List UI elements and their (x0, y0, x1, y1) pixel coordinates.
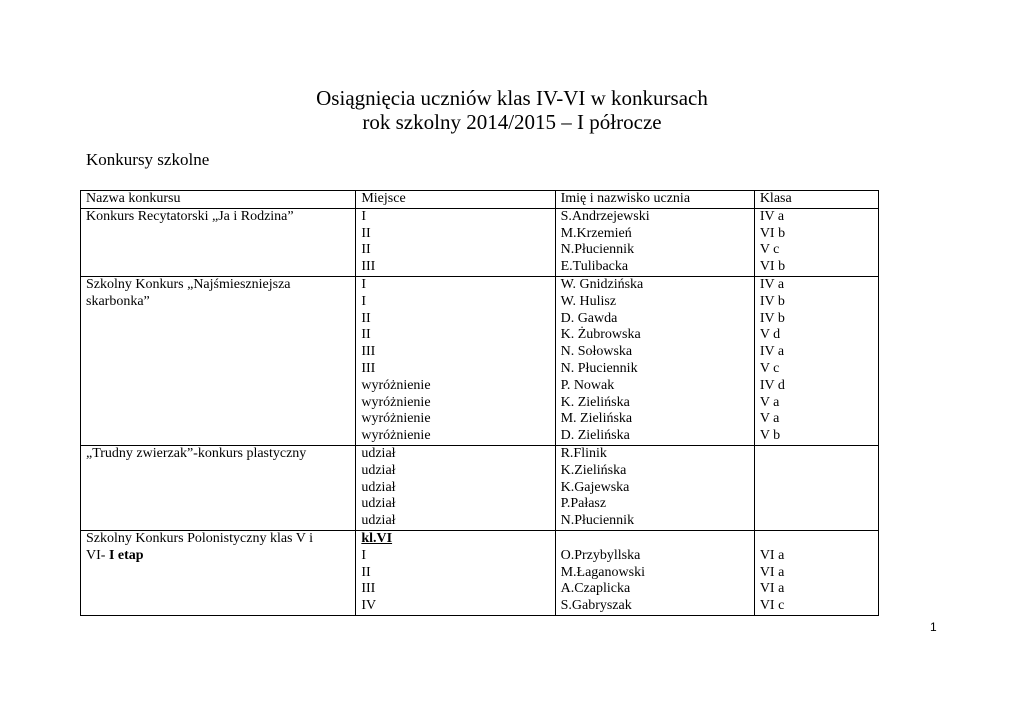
table-row (81, 208, 879, 276)
table-header-row (81, 191, 879, 209)
place-value: II (361, 327, 371, 343)
header-place: Miejsce (356, 191, 555, 209)
class-cell (754, 530, 878, 615)
place-value: IV (361, 598, 377, 614)
place-cell (356, 530, 555, 615)
student-name: K. Zielińska (560, 394, 630, 410)
class-value: V b (759, 428, 781, 444)
student-name: E.Tulibacka (560, 259, 629, 275)
class-value: V a (759, 394, 780, 410)
contest-name-cell (81, 445, 356, 530)
table-row (81, 276, 879, 445)
student-cell (555, 276, 754, 445)
page-title (0, 86, 1024, 134)
class-value: V a (759, 411, 780, 427)
student-name: D. Zielińska (560, 428, 630, 444)
place-value: udział (361, 479, 396, 495)
place-value: udział (361, 445, 396, 461)
place-value: II (361, 310, 371, 326)
contest-name-continued: skarbonka” (86, 293, 150, 309)
class-value: VI a (759, 547, 785, 563)
student-name: P. Nowak (560, 377, 615, 393)
page-number: 1 (930, 620, 937, 634)
contest-name: Szkolny Konkurs Polonistyczny klas V i (86, 530, 313, 546)
student-name: K. Żubrowska (560, 327, 641, 343)
contest-name: „Trudny zwierzak”-konkurs plastyczny (86, 445, 307, 461)
class-value: IV a (759, 344, 785, 360)
student-name: A.Czaplicka (560, 581, 631, 597)
contest-stage: I etap (108, 547, 144, 563)
class-value: V c (759, 242, 780, 258)
class-value: V c (759, 360, 780, 376)
title-line-1: Osiągnięcia uczniów klas IV-VI w konkursach (316, 86, 708, 110)
class-value: IV b (759, 310, 785, 326)
place-value: I (361, 293, 367, 309)
place-value: I (361, 276, 367, 292)
place-value: udział (361, 496, 396, 512)
place-cell (356, 445, 555, 530)
place-value: I (361, 547, 367, 563)
section-heading: Konkursy szkolne (86, 150, 210, 169)
title-line-2: rok szkolny 2014/2015 – I półrocze (362, 110, 662, 134)
student-name: K.Zielińska (560, 462, 627, 478)
place-value: III (361, 259, 376, 275)
header-student-name: Imię i nazwisko ucznia (555, 191, 754, 209)
student-name: S.Gabryszak (560, 598, 632, 614)
table-row (81, 445, 879, 530)
class-group-label: kl.VI (361, 530, 393, 546)
student-name: K.Gajewska (560, 479, 630, 495)
place-value: wyróżnienie (361, 377, 431, 393)
contest-name-prefix: VI- (86, 547, 109, 563)
class-value: IV a (759, 208, 785, 224)
place-value: II (361, 564, 371, 580)
class-value: VI c (759, 598, 785, 614)
student-name: D. Gawda (560, 310, 618, 326)
contests-table (80, 190, 879, 616)
place-value: III (361, 344, 376, 360)
student-name: S.Andrzejewski (560, 208, 650, 224)
place-value: wyróżnienie (361, 394, 431, 410)
class-value: VI a (759, 581, 785, 597)
student-name: P.Pałasz (560, 496, 607, 512)
student-cell (555, 530, 754, 615)
place-value: udział (361, 513, 396, 529)
spacer (561, 531, 749, 548)
place-value: III (361, 581, 376, 597)
student-name: M. Zielińska (560, 411, 633, 427)
spacer (760, 531, 873, 548)
header-contest-name: Nazwa konkursu (81, 191, 356, 209)
contest-name-continued (86, 548, 350, 565)
class-cell (754, 208, 878, 276)
student-name: W. Hulisz (560, 293, 617, 309)
class-value: VI b (759, 225, 786, 241)
place-value: II (361, 225, 371, 241)
place-value: wyróżnienie (361, 428, 431, 444)
place-value: udział (361, 462, 396, 478)
place-value: III (361, 360, 376, 376)
class-cell (754, 276, 878, 445)
class-value: IV b (759, 293, 785, 309)
student-name: N. Płuciennik (560, 360, 638, 376)
class-value: V d (759, 327, 781, 343)
class-value: IV d (759, 377, 785, 393)
place-cell (356, 276, 555, 445)
student-cell (555, 445, 754, 530)
class-value: VI a (759, 564, 785, 580)
contest-name-cell (81, 530, 356, 615)
student-name: N.Płuciennik (560, 242, 635, 258)
student-cell (555, 208, 754, 276)
place-cell (356, 208, 555, 276)
student-name: O.Przybyllska (560, 547, 641, 563)
student-name: N. Sołowska (560, 344, 633, 360)
class-cell (754, 445, 878, 530)
contest-name-cell (81, 208, 356, 276)
class-value: VI b (759, 259, 786, 275)
student-name: N.Płuciennik (560, 513, 635, 529)
student-name: M.Łaganowski (560, 564, 645, 580)
table-row (81, 530, 879, 615)
contest-name: Konkurs Recytatorski „Ja i Rodzina” (86, 208, 294, 224)
header-class: Klasa (754, 191, 878, 209)
class-value: IV a (759, 276, 785, 292)
student-name: M.Krzemień (560, 225, 632, 241)
place-value: I (361, 208, 367, 224)
student-name: W. Gnidzińska (560, 276, 644, 292)
student-name: R.Flinik (560, 445, 607, 461)
place-value: II (361, 242, 371, 258)
contest-name-cell (81, 276, 356, 445)
contest-name: Szkolny Konkurs „Najśmieszniejsza (86, 276, 291, 292)
place-value: wyróżnienie (361, 411, 431, 427)
